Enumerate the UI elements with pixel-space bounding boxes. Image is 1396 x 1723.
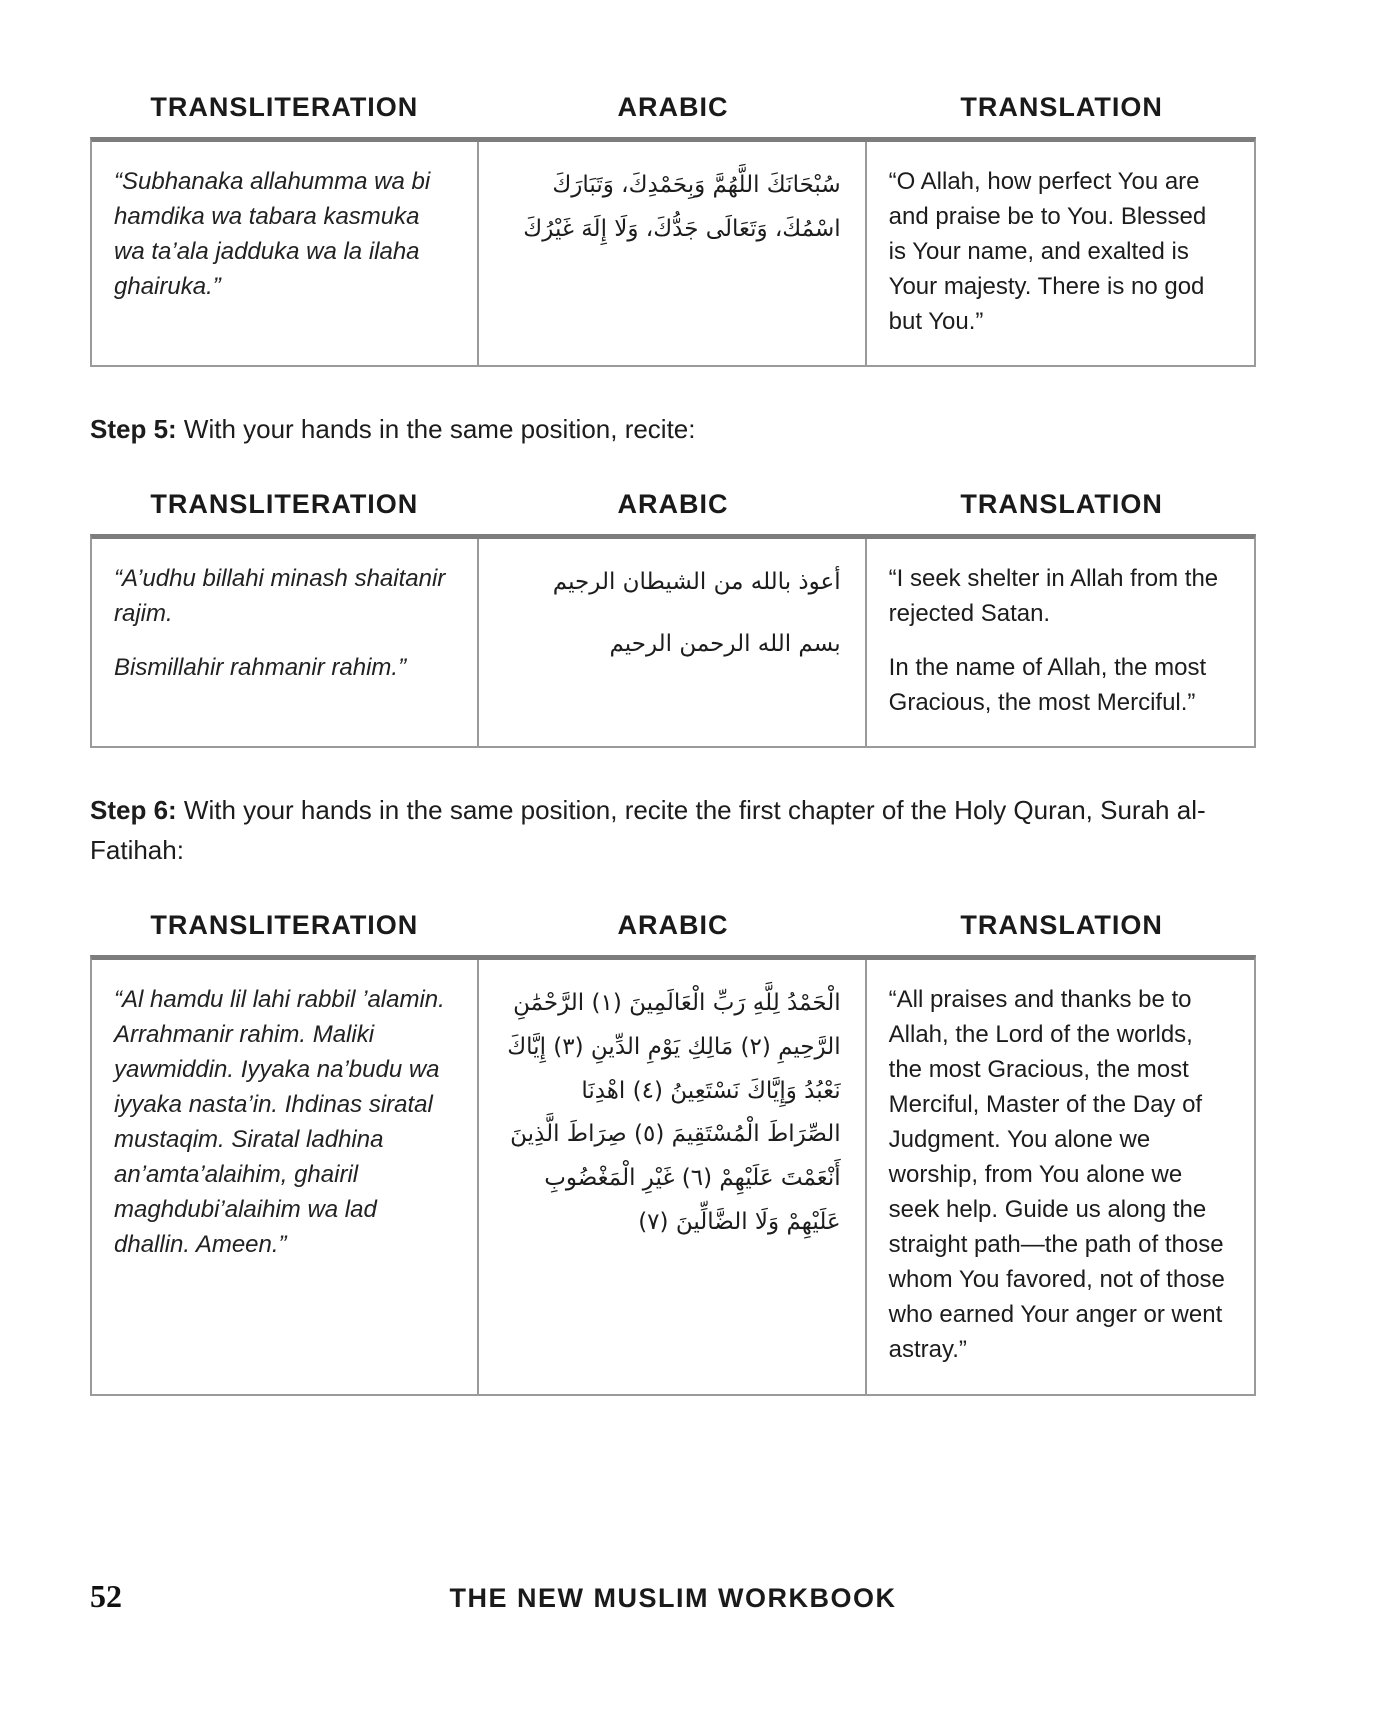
table: [90, 955, 1256, 1395]
transliteration-text: “A’udhu billahi minash shaitanir rajim.: [114, 565, 446, 628]
cell-arabic: [479, 539, 866, 745]
column-header-transliteration: TRANSLITERATION: [150, 489, 419, 520]
column-header-transliteration: TRANSLITERATION: [150, 910, 419, 941]
recitation-table-3: [90, 910, 1256, 1395]
page-footer: [90, 1578, 1256, 1615]
column-header-translation: TRANSLATION: [960, 92, 1163, 122]
transliteration-text: “Al hamdu lil lahi rabbil ’alamin. Arrahmanir rahim. Maliki yawmiddin. Iyyaka na’budu wa iyyaka nasta’in. Ihdinas siratal mustaqim. Siratal ladhina an’amta’alaihim, ghairil maghdubi’alaihim wa lad dhallin. Ameen.”: [114, 986, 445, 1259]
recitation-table-1: [90, 92, 1256, 367]
cell-translation: [867, 539, 1254, 745]
transliteration-text: “Subhanaka allahumma wa bi hamdika wa tabara kasmuka wa ta’ala jadduka wa la ilaha ghairuka.”: [114, 168, 431, 301]
cell-transliteration: [92, 960, 479, 1393]
arabic-text: بسم الله الرحمن الرحيم: [609, 631, 841, 658]
column-header-arabic: ARABIC: [617, 489, 729, 520]
page-content: [90, 92, 1256, 1396]
column-header-arabic: ARABIC: [617, 910, 729, 941]
column-header-translation: TRANSLATION: [960, 489, 1163, 520]
column-headers: [90, 92, 1256, 123]
arabic-text: سُبْحَانَكَ اللَّهُمَّ وَبِحَمْدِكَ، وَتَبَارَكَ اسْمُكَ، وَتَعَالَى جَدُّكَ، وَلَا إِلَهَ غَيْرُكَ: [523, 172, 841, 242]
footer-title: THE NEW MUSLIM WORKBOOK: [449, 1583, 897, 1613]
arabic-text: أعوذ بالله من الشيطان الرجيم: [552, 569, 841, 596]
column-header-translation: TRANSLATION: [960, 910, 1163, 941]
recitation-table-2: [90, 489, 1256, 747]
transliteration-text: Bismillahir rahmanir rahim.”: [114, 653, 407, 681]
translation-text: “All praises and thanks be to Allah, the Lord of the worlds, the most Gracious, the most Merciful, Master of the Day of Judgment. You alone we worship, from You alone we seek help. Guide us along the straight path—the path of those whom You favored, not of those who earned Your anger or went astray.”: [888, 986, 1225, 1364]
arabic-text: الْحَمْدُ لِلَّهِ رَبِّ الْعَالَمِينَ (١) الرَّحْمَٰنِ الرَّحِيمِ (٢) مَالِكِ يَوْمِ الدِّينِ (٣) إِيَّاكَ نَعْبُدُ وَإِيَّاكَ نَسْتَعِينُ (٤) اهْدِنَا الصِّرَاطَ الْمُسْتَقِيمَ (٥) صِرَاطَ الَّذِينَ أَنْعَمْتَ عَلَيْهِمْ (٦) غَيْرِ الْمَغْضُوبِ عَلَيْهِمْ وَلَا الضَّالِّينَ (٧): [507, 990, 841, 1235]
cell-translation: [867, 960, 1254, 1393]
cell-translation: [867, 142, 1254, 365]
step-5-instruction: [90, 409, 1256, 449]
cell-arabic: [479, 142, 866, 365]
translation-text: “O Allah, how perfect You are and praise be to You. Blessed is Your name, and exalted is Your majesty. There is no god but You.”: [888, 168, 1207, 336]
table: [90, 534, 1256, 747]
translation-text: In the name of Allah, the most Gracious, the most Merciful.”: [888, 653, 1207, 716]
cell-arabic: [479, 960, 866, 1393]
step-6-label: Step 6:: [90, 794, 177, 825]
page-number: 52: [90, 1578, 122, 1614]
column-headers: [90, 910, 1256, 941]
translation-text: “I seek shelter in Allah from the rejected Satan.: [888, 565, 1219, 628]
table: [90, 137, 1256, 367]
column-headers: [90, 489, 1256, 520]
cell-transliteration: [92, 539, 479, 745]
column-header-arabic: ARABIC: [617, 92, 729, 122]
column-header-transliteration: TRANSLITERATION: [150, 92, 419, 122]
cell-transliteration: [92, 142, 479, 365]
step-6-instruction: [90, 790, 1256, 871]
step-6-text: With your hands in the same position, recite the first chapter of the Holy Quran, Surah al-Fatihah:: [90, 794, 1206, 865]
step-5-text: With your hands in the same position, recite:: [176, 414, 696, 445]
step-5-label: Step 5:: [90, 414, 177, 445]
